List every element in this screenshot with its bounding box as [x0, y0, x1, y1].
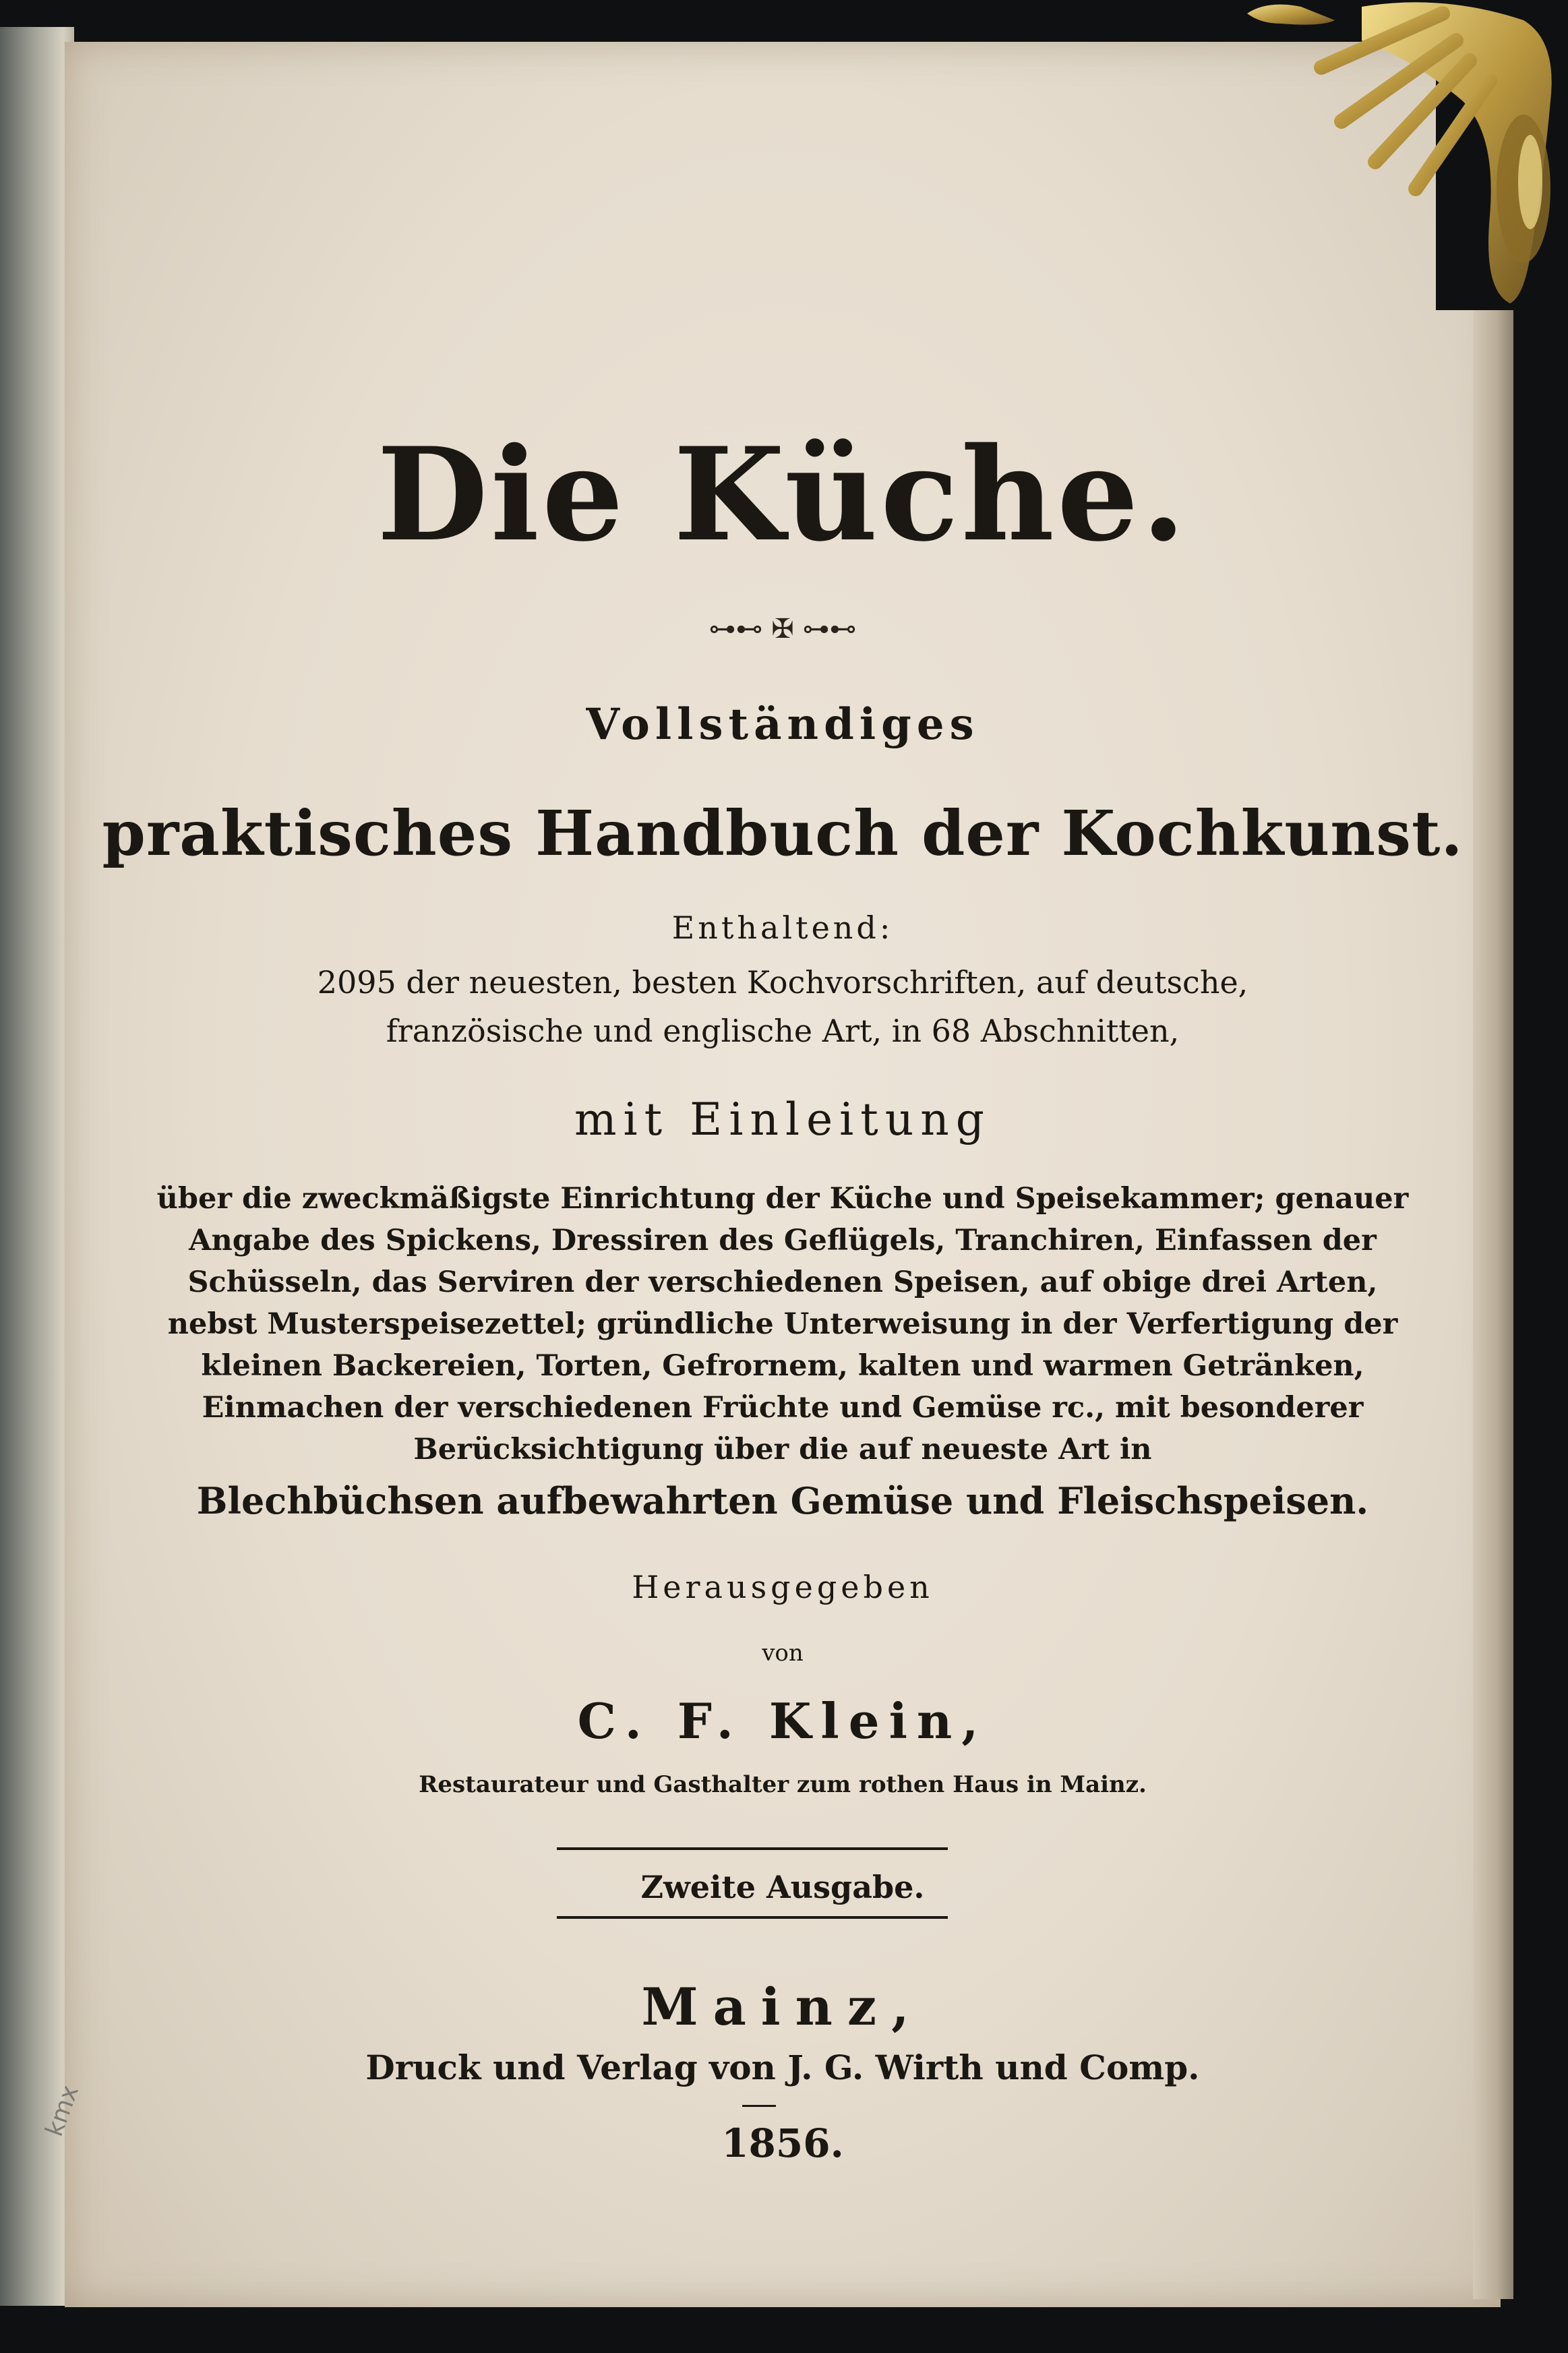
- book-title: Die Küche.: [377, 419, 1188, 570]
- einleitung-line: Einmachen der verschiedenen Früchte und Gemüse rc., mit besonderer: [202, 1391, 1364, 1425]
- year-rule: [742, 2105, 776, 2107]
- einleitung-heading: mit Einleitung: [574, 1094, 992, 1145]
- subtitle-line-1: Vollständiges: [586, 699, 979, 750]
- author-role: Restaurateur und Gasthalter zum rothen Haus in Mainz.: [419, 1771, 1147, 1798]
- publication-place: Mainz,: [641, 1977, 924, 2037]
- publication-year: 1856.: [721, 2120, 844, 2166]
- einleitung-line: nebst Musterspeisezettel; gründliche Unterweisung in der Verfertigung der: [167, 1307, 1398, 1341]
- einleitung-line: Angabe des Spickens, Dressiren des Geflügels, Tranchiren, Einfassen der: [189, 1224, 1377, 1257]
- subtitle-line-2: praktisches Handbuch der Kochkunst.: [102, 797, 1464, 870]
- left-page-edge: [0, 27, 74, 2306]
- edition-rule-top: [557, 1847, 948, 1850]
- contents-line-1: 2095 der neuesten, besten Kochvorschriften, auf deutsche,: [317, 964, 1248, 1001]
- von-label: von: [762, 1640, 804, 1667]
- einleitung-highlight: Blechbüchsen aufbewahrten Gemüse und Fleischspeisen.: [196, 1479, 1369, 1522]
- einleitung-line: Berücksichtigung über die auf neueste Art in: [413, 1433, 1152, 1466]
- edition-label: Zweite Ausgabe.: [640, 1869, 925, 1905]
- contents-intro: Enthaltend:: [671, 910, 894, 946]
- publisher-line: Druck und Verlag von J. G. Wirth und Comp.: [365, 2048, 1200, 2087]
- einleitung-line: kleinen Backereien, Torten, Gefrornem, kalten und warmen Getränken,: [201, 1349, 1364, 1383]
- pencil-note: kmx: [40, 2081, 84, 2141]
- published-by: Herausgegeben: [632, 1569, 934, 1605]
- contents-line-2: französische und englische Art, in 68 Abschnitten,: [386, 1013, 1180, 1049]
- edition-rule-bottom: [557, 1916, 948, 1919]
- title-ornament: ⊶⊷ ✠ ⊶⊷: [708, 614, 857, 645]
- einleitung-line: Schüsseln, das Serviren der verschiedenen Speisen, auf obige drei Arten,: [187, 1265, 1378, 1299]
- einleitung-line: über die zweckmäßigste Einrichtung der Küche und Speisekammer; genauer: [156, 1182, 1409, 1216]
- title-page-text: [65, 42, 1501, 2307]
- author-name: C. F. Klein,: [577, 1692, 988, 1750]
- einleitung-text: [65, 1178, 1501, 1470]
